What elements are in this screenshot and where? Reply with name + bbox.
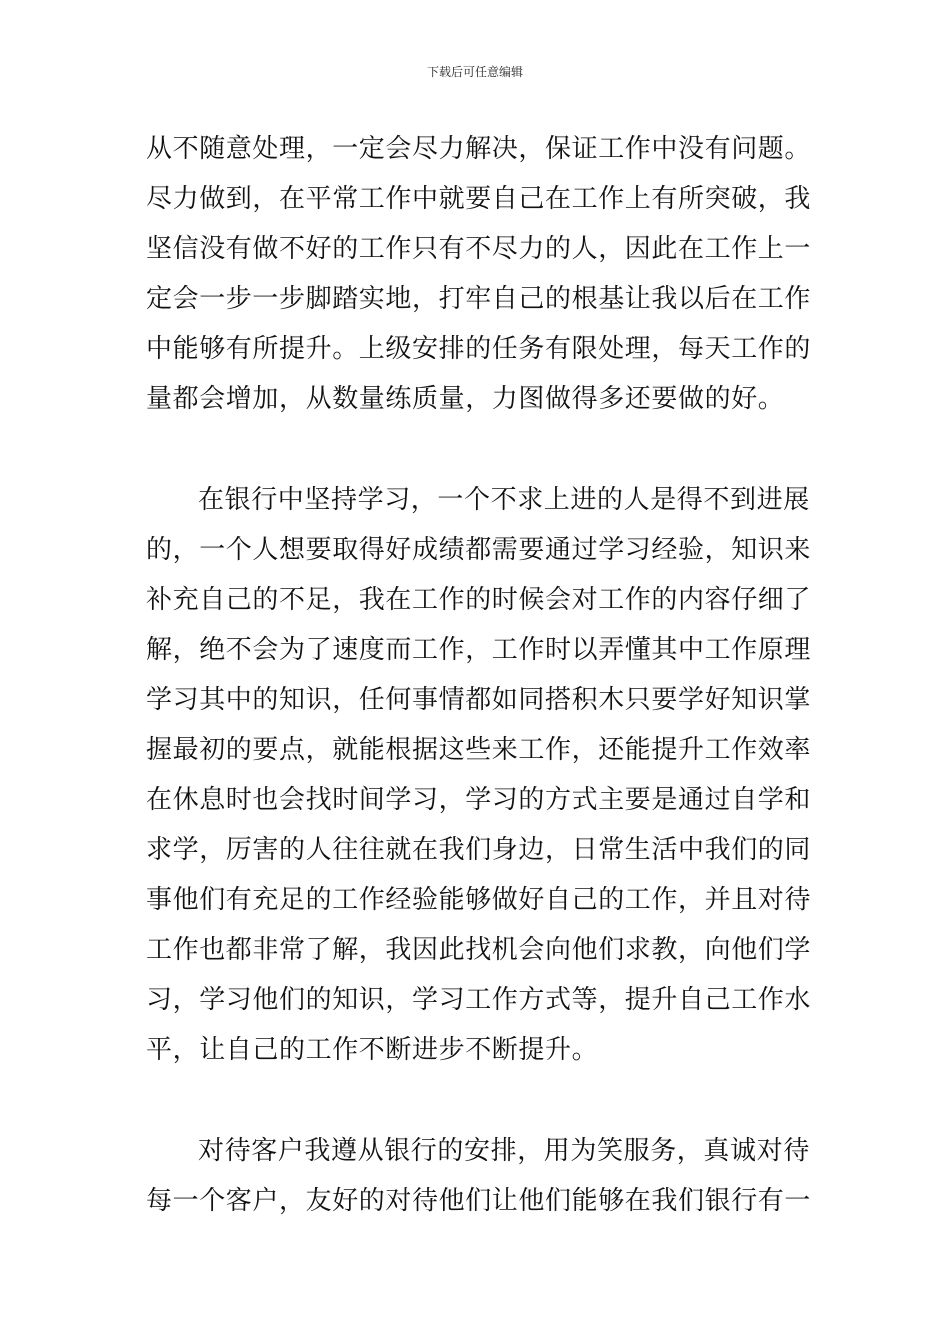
paragraph-2 — [146, 475, 812, 1075]
paragraph-3 — [146, 1126, 812, 1226]
paragraph-line: 解，绝不会为了速度而工作，工作时以弄懂其中工作原理 — [146, 635, 812, 665]
paragraph-line: 在休息时也会找时间学习，学习的方式主要是通过自学和 — [146, 785, 812, 815]
document-body — [146, 124, 812, 1226]
paragraph-line: 中能够有所提升。上级安排的任务有限处理，每天工作的 — [146, 334, 812, 364]
paragraph-line: 尽力做到，在平常工作中就要自己在工作上有所突破，我 — [146, 184, 812, 214]
paragraph-line: 定会一步一步脚踏实地，打牢自己的根基让我以后在工作 — [146, 284, 812, 314]
paragraph-line: 事他们有充足的工作经验能够做好自己的工作，并且对待 — [146, 885, 812, 915]
page-header: 下载后可任意编辑 — [426, 65, 523, 79]
paragraph-gap — [146, 1075, 808, 1126]
paragraph-line: 握最初的要点，就能根据这些来工作，还能提升工作效率 — [146, 735, 812, 765]
paragraph-line: 学习其中的知识，任何事情都如同搭积木只要学好知识掌 — [146, 685, 812, 715]
paragraph-line: 工作也都非常了解，我因此找机会向他们求教，向他们学 — [146, 935, 812, 965]
paragraph-line: 坚信没有做不好的工作只有不尽力的人，因此在工作上一 — [146, 234, 812, 264]
paragraph-line: 对待客户我遵从银行的安排，用为笑服务，真诚对待 — [198, 1136, 810, 1166]
paragraph-1 — [146, 124, 812, 424]
paragraph-line: 的，一个人想要取得好成绩都需要通过学习经验，知识来 — [146, 535, 812, 565]
paragraph-gap — [146, 424, 808, 475]
paragraph-line: 在银行中坚持学习，一个不求上进的人是得不到进展 — [198, 485, 810, 515]
paragraph-line: 习，学习他们的知识，学习工作方式等，提升自己工作水 — [146, 985, 812, 1015]
paragraph-line: 从不随意处理，一定会尽力解决，保证工作中没有问题。 — [146, 134, 812, 164]
paragraph-line: 平，让自己的工作不断进步不断提升。 — [146, 1035, 599, 1065]
paragraph-line: 补充自己的不足，我在工作的时候会对工作的内容仔细了 — [146, 585, 812, 615]
paragraph-line: 每一个客户，友好的对待他们让他们能够在我们银行有一 — [146, 1186, 812, 1216]
paragraph-line: 求学，厉害的人往往就在我们身边，日常生活中我们的同 — [146, 835, 812, 865]
paragraph-line: 量都会增加，从数量练质量，力图做得多还要做的好。 — [146, 384, 785, 414]
